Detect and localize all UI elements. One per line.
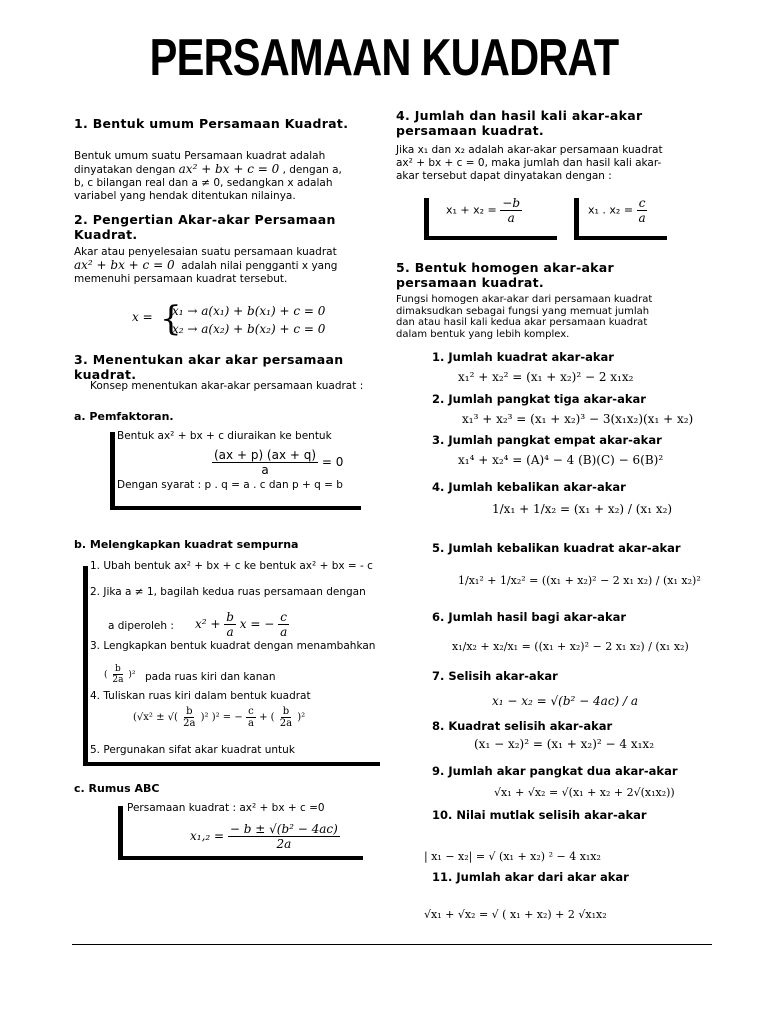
s1-line2-tail: , dengan a, xyxy=(282,164,342,176)
s4-line3: akar tersebut dapat dinyatakan dengan : xyxy=(396,170,612,182)
s5-item-1-formula: x₁² + x₂² = (x₁ + x₂)² − 2 x₁x₂ xyxy=(458,370,634,384)
s5-item-11-label: 11. Jumlah akar dari akar akar xyxy=(432,870,629,884)
s5-item-4-formula: 1/x₁ + 1/x₂ = (x₁ + x₂) / (x₁ x₂) xyxy=(492,502,673,516)
s5-item-7-formula: x₁ − x₂ = √(b² − 4ac) / a xyxy=(492,694,639,708)
s3-b2: 2. Jika a ≠ 1, bagilah kedua ruas persamaan dengan xyxy=(90,586,366,598)
s4-prod-den: a xyxy=(638,211,646,225)
s3-c-num: − b ± √(b² − 4ac) xyxy=(229,822,338,836)
s3-b-label: b. Melengkapkan kuadrat sempurna xyxy=(74,538,299,551)
s3-c-lhs: x₁,₂ = xyxy=(190,829,225,843)
section-2-heading: 2. Pengertian Akar-akar Persamaan Kuadrat. xyxy=(74,212,336,242)
s4-prod-num: c xyxy=(638,196,646,210)
s5-item-8-formula: (x₁ − x₂)² = (x₁ + x₂)² − 4 x₁x₂ xyxy=(474,737,654,751)
section-2-text xyxy=(74,246,374,286)
s5-item-9-formula: √x₁ + √x₂ = √(x₁ + x₂ + 2√(x₁x₂)) xyxy=(494,786,675,799)
s3-b3b: pada ruas kiri dan kanan xyxy=(145,671,276,683)
s1-line1: Bentuk umum suatu Persamaan kuadrat adalah xyxy=(74,150,326,162)
s3-b5: 5. Pergunakan sifat akar kuadrat untuk xyxy=(90,744,295,756)
s5-item-2-formula: x₁³ + x₂³ = (x₁ + x₂)³ − 3(x₁x₂)(x₁ + x₂) xyxy=(462,412,694,426)
footer-divider xyxy=(72,944,712,945)
s2-line3: memenuhi persamaan kuadrat tersebut. xyxy=(74,273,288,285)
s3-a-eq: = 0 xyxy=(321,455,344,469)
section-5-text xyxy=(396,294,702,340)
s5-item-11-formula: √x₁ + √x₂ = √ ( x₁ + x₂) + 2 √x₁x₂ xyxy=(424,908,607,921)
s3-a-text: Bentuk ax² + bx + c diuraikan ke bentuk xyxy=(117,430,332,442)
s3-b2a: a diperoleh : xyxy=(108,620,174,632)
s3-a-fraction xyxy=(212,448,343,477)
s5-line2: dimaksudkan sebagai fungsi yang memuat jumlah xyxy=(396,305,650,317)
s3-c-text: Persamaan kuadrat : ax² + bx + c =0 xyxy=(127,802,325,814)
s5-item-10-formula: | x₁ − x₂| = √ (x₁ + x₂) ² − 4 x₁x₂ xyxy=(424,850,601,863)
s3-b4: 4. Tuliskan ruas kiri dalam bentuk kuadrat xyxy=(90,690,311,702)
s5-item-6-label: 6. Jumlah hasil bagi akar-akar xyxy=(432,610,627,624)
s5-item-5-label: 5. Jumlah kebalikan kuadrat akar-akar xyxy=(432,541,681,555)
s5-line4: dalam bentuk yang lebih komplex. xyxy=(396,328,570,340)
s2-x: x = xyxy=(132,310,153,324)
s4-sum-lhs: x₁ + x₂ = xyxy=(446,203,497,217)
s3-intro: Konsep menentukan akar-akar persamaan kuadrat : xyxy=(90,380,364,392)
page-title: PERSAMAAN KUADRAT xyxy=(149,29,619,87)
s2-formula: ax² + bx + c = 0 xyxy=(74,258,175,272)
s5-line1: Fungsi homogen akar-akar dari persamaan kuadrat xyxy=(396,294,653,305)
s3-a-label: a. Pemfaktoran. xyxy=(74,410,174,423)
s3-c-formula xyxy=(190,822,340,851)
s4-line2: ax² + bx + c = 0, maka jumlah dan hasil kali akar- xyxy=(396,157,662,169)
s3-a-den: a xyxy=(261,463,269,477)
s3-b3-formula: ( $\frac{b}{2a}$ )² xyxy=(104,664,136,685)
s2-brace: { xyxy=(160,299,182,339)
s3-a-num: (ax + p) (ax + q) xyxy=(214,448,317,462)
s5-line3: dan atau hasil kali kedua akar persamaan kuadrat xyxy=(396,317,648,328)
section-1-text xyxy=(74,150,374,203)
s4-sum xyxy=(446,196,522,225)
s2-line2 xyxy=(74,259,374,273)
s4-line1: Jika x₁ dan x₂ adalah akar-akar persamaan kuadrat xyxy=(396,144,663,156)
s3-b2-formula: x² + $\frac{b}{a}$ x = − $\frac{c}{a}$ xyxy=(195,610,288,639)
s3-c-label: c. Rumus ABC xyxy=(74,782,160,795)
s1-line2 xyxy=(74,163,374,177)
s5-item-1-label: 1. Jumlah kuadrat akar-akar xyxy=(432,350,614,364)
s2-eq1: x₁ → a(x₁) + b(x₁) + c = 0 xyxy=(172,304,326,318)
s5-item-4-label: 4. Jumlah kebalikan akar-akar xyxy=(432,480,626,494)
s3-b4-formula: (√x² ± √( $\frac{b}{2a}$ )² )² = − $\frac{c}{a}$ + ( $\frac{b}{2a}$ )² xyxy=(133,706,306,729)
s5-item-2-label: 2. Jumlah pangkat tiga akar-akar xyxy=(432,392,646,406)
s1-line2-text: dinyatakan dengan xyxy=(74,164,176,176)
s5-item-3-formula: x₁⁴ + x₂⁴ = (A)⁴ − 4 (B)(C) − 6(B)² xyxy=(458,453,664,467)
s3-c-den: 2a xyxy=(276,837,292,851)
s5-item-7-label: 7. Selisih akar-akar xyxy=(432,669,558,683)
s3-a-cond: Dengan syarat : p . q = a . c dan p + q = b xyxy=(117,479,343,491)
section-5-heading: 5. Bentuk homogen akar-akar persamaan kuadrat. xyxy=(396,260,614,290)
section-1-heading: 1. Bentuk umum Persamaan Kuadrat. xyxy=(74,116,349,131)
section-4-text xyxy=(396,144,700,183)
s3-b3: 3. Lengkapkan bentuk kuadrat dengan menambahkan xyxy=(90,640,376,652)
s1-line3: b, c bilangan real dan a ≠ 0, sedangkan x adalah xyxy=(74,177,333,189)
s4-sum-num: −b xyxy=(502,196,521,210)
s4-prod xyxy=(588,196,648,225)
s5-item-3-label: 3. Jumlah pangkat empat akar-akar xyxy=(432,433,662,447)
s2-line1: Akar atau penyelesaian suatu persamaan kuadrat xyxy=(74,246,337,258)
s5-item-9-label: 9. Jumlah akar pangkat dua akar-akar xyxy=(432,764,678,778)
s4-prod-lhs: x₁ . x₂ = xyxy=(588,203,634,217)
s4-sum-den: a xyxy=(507,211,515,225)
section-4-heading: 4. Jumlah dan hasil kali akar-akar persamaan kuadrat. xyxy=(396,108,643,138)
s5-item-6-formula: x₁/x₂ + x₂/x₁ = ((x₁ + x₂)² − 2 x₁ x₂) / (x₁ x₂) xyxy=(452,640,689,653)
s2-line2-text: adalah nilai pengganti x yang xyxy=(181,260,338,272)
s2-eq2: x₂ → a(x₂) + b(x₂) + c = 0 xyxy=(172,322,326,336)
s1-line4: variabel yang hendak ditentukan nilainya. xyxy=(74,190,296,202)
section-3-heading: 3. Menentukan akar akar persamaan kuadrat. xyxy=(74,352,344,382)
s5-item-5-formula: 1/x₁² + 1/x₂² = ((x₁ + x₂)² − 2 x₁ x₂) / (x₁ x₂)² xyxy=(458,574,701,587)
s1-formula: ax² + bx + c = 0 xyxy=(178,162,280,176)
s3-b1: 1. Ubah bentuk ax² + bx + c ke bentuk ax² + bx = - c xyxy=(90,560,373,572)
s5-item-8-label: 8. Kuadrat selisih akar-akar xyxy=(432,719,613,733)
s5-item-10-label: 10. Nilai mutlak selisih akar-akar xyxy=(432,808,647,822)
